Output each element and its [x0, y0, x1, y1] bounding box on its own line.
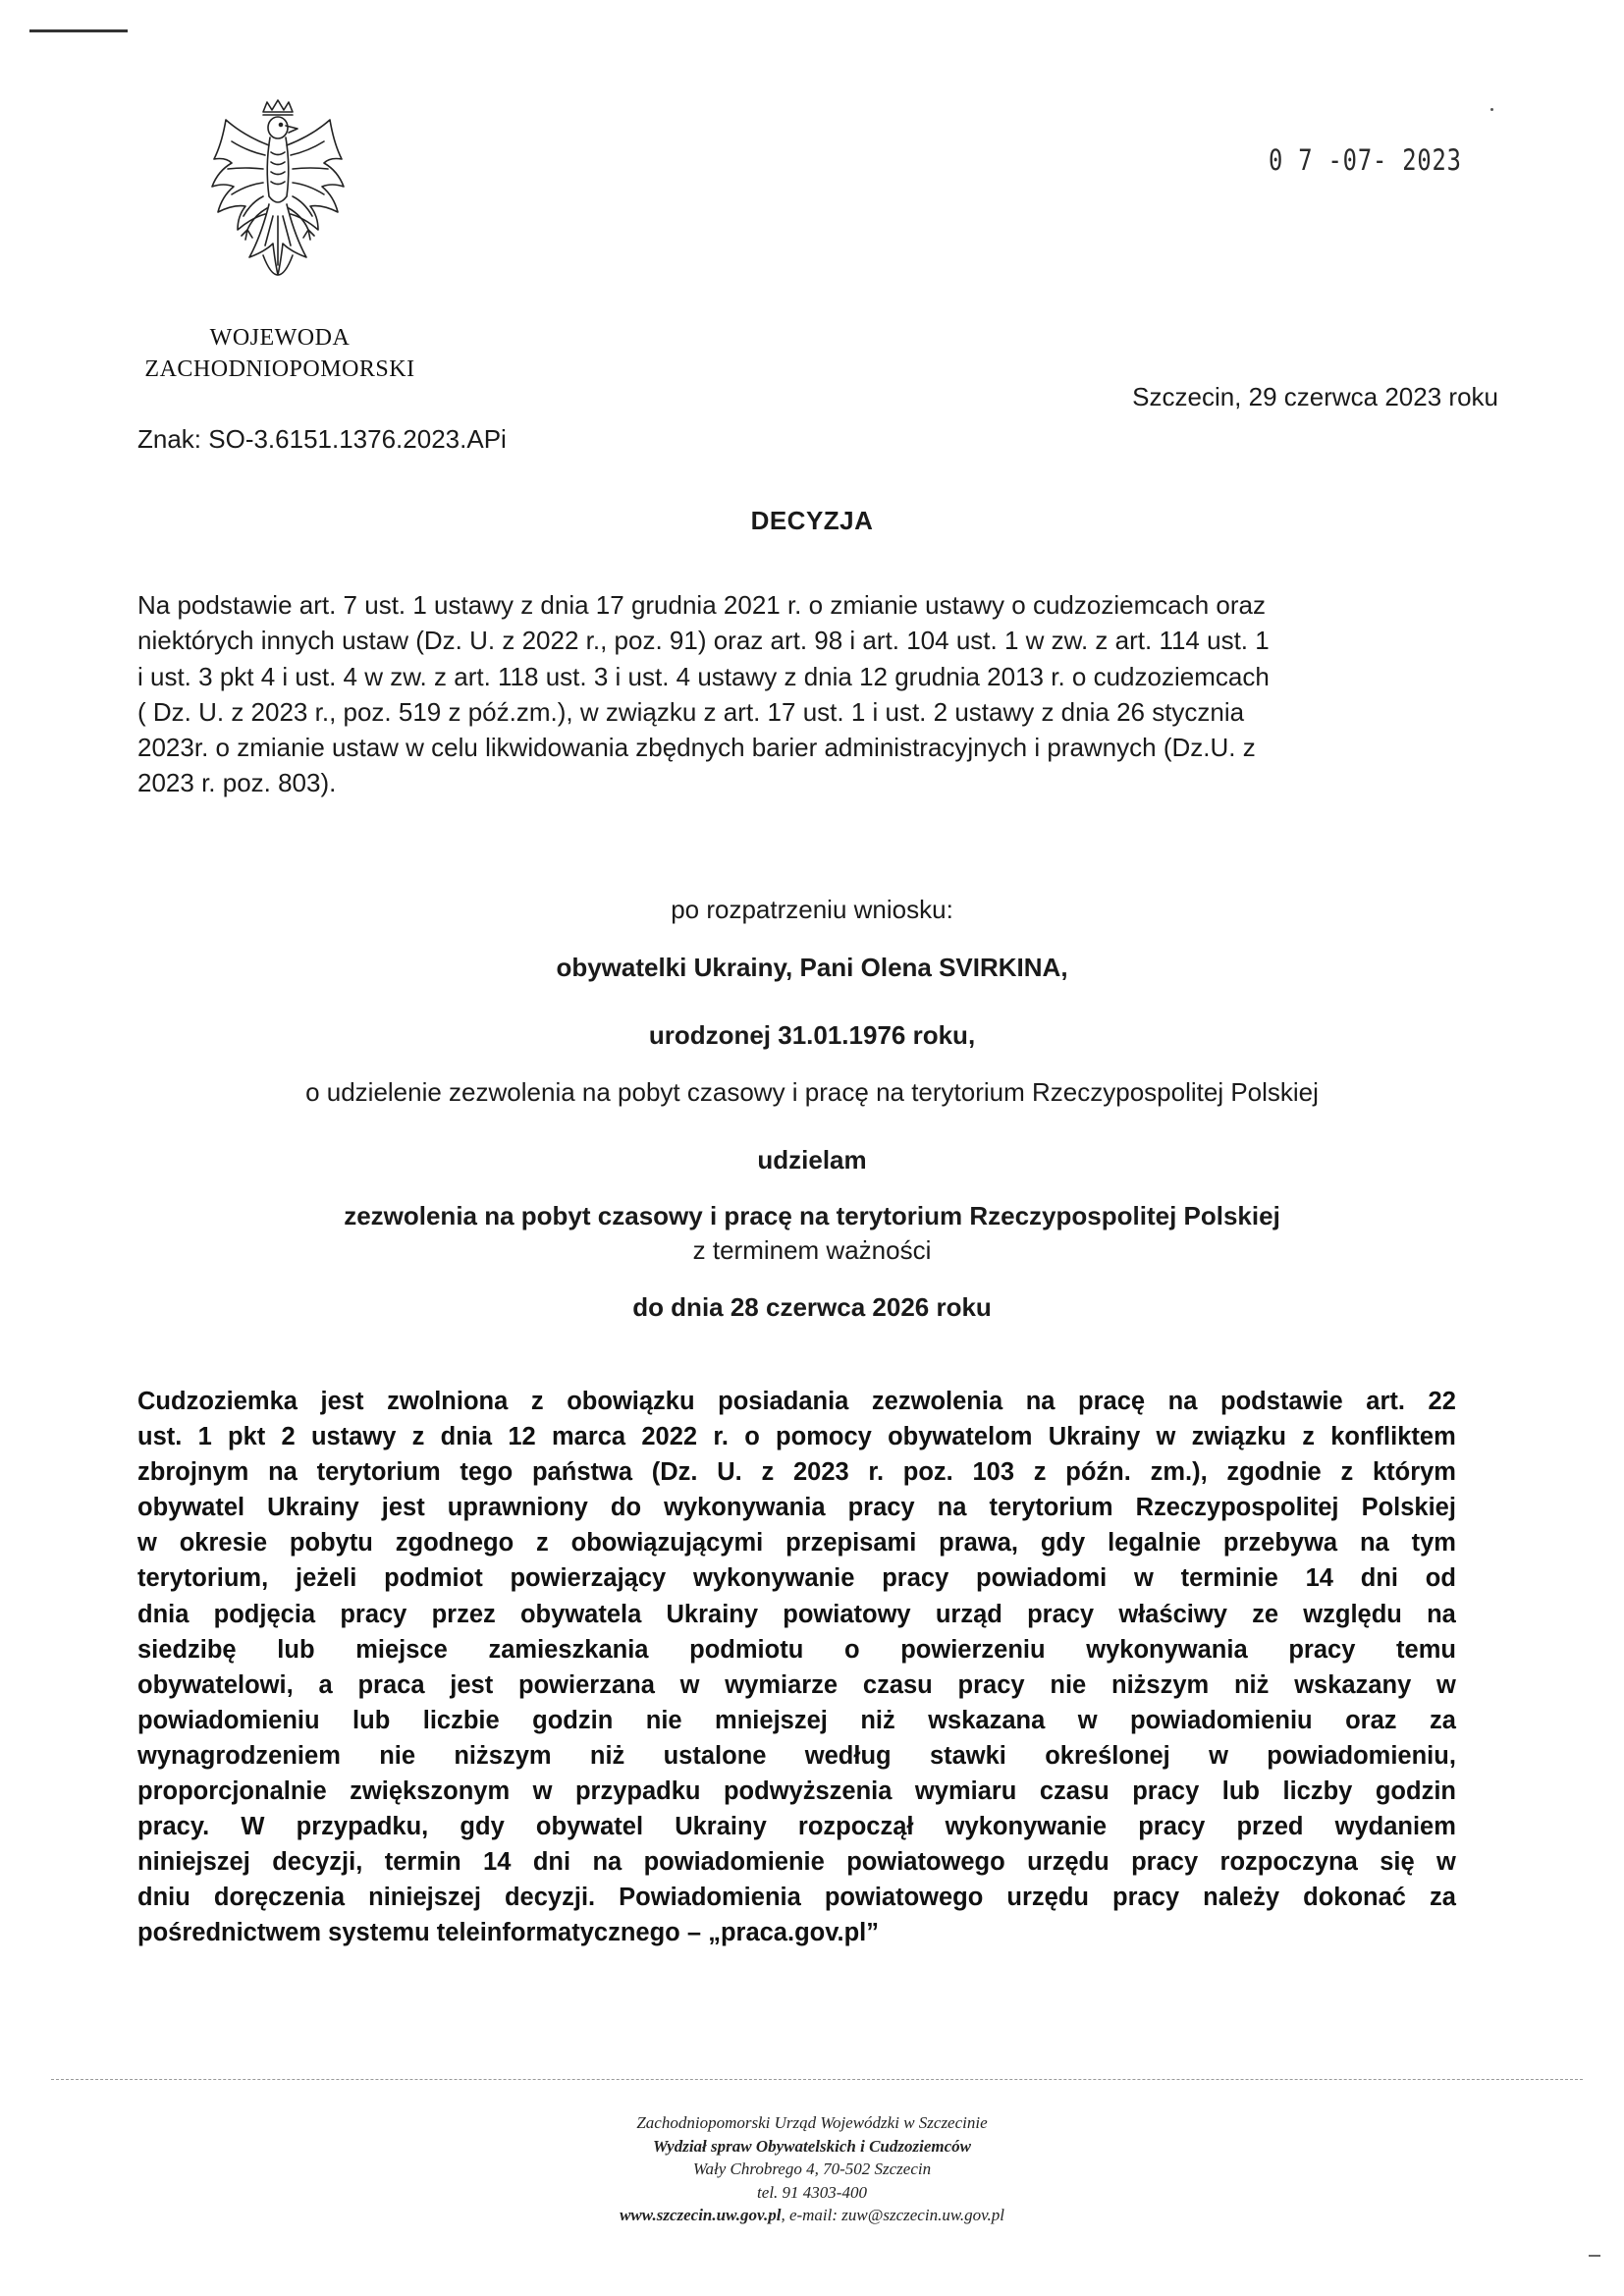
- footer-separator: ,: [781, 2206, 789, 2224]
- exemption-word: niż: [1233, 1670, 1270, 1699]
- exemption-word: a: [318, 1670, 333, 1699]
- exemption-word: praca: [357, 1670, 425, 1699]
- exemption-word: podmiotu: [689, 1635, 804, 1664]
- exemption-word: gdy: [460, 1813, 505, 1841]
- exemption-word: oraz: [1345, 1706, 1397, 1734]
- exemption-word: terminie: [1180, 1564, 1278, 1593]
- exemption-word: podjęcia: [213, 1600, 316, 1628]
- exemption-word: liczby: [1282, 1777, 1353, 1806]
- exemption-word: U.: [717, 1458, 742, 1487]
- exemption-word: późn.: [1065, 1458, 1131, 1487]
- exemption-word: jest: [450, 1670, 494, 1699]
- exemption-word: posiadania: [718, 1388, 849, 1415]
- exemption-line: [137, 1632, 1456, 1667]
- scan-corner-mark: [29, 29, 128, 32]
- exemption-word: z: [530, 1388, 544, 1415]
- footer-address: Wały Chrobrego 4, 70-502 Szczecin: [692, 2159, 932, 2178]
- legal-basis-line: i ust. 3 pkt 4 i ust. 4 w zw. z art. 118 ust. 3 i ust. 4 ustawy z dnia 12 grudnia 2013 r. o cudzoziemcach: [137, 661, 1270, 691]
- exemption-word: godzin: [1375, 1777, 1456, 1806]
- exemption-word: pracy: [1112, 1884, 1180, 1912]
- exemption-word: doręczenia: [213, 1884, 346, 1912]
- exemption-word: art.: [1366, 1388, 1405, 1415]
- exemption-word: (Dz.: [651, 1458, 698, 1487]
- exemption-word: 22: [1428, 1388, 1456, 1415]
- exemption-word: wskazany: [1294, 1670, 1412, 1699]
- exemption-word: powiatowego: [824, 1884, 984, 1912]
- application-subject: o udzielenie zezwolenia na pobyt czasowy i pracę na terytorium Rzeczypospolitej Polskiej: [305, 1077, 1319, 1107]
- exemption-word: na: [268, 1458, 298, 1487]
- exemption-word: na: [937, 1494, 967, 1522]
- reference-number: Znak: SO-3.6151.1376.2023.APi: [137, 424, 507, 454]
- exemption-word: zbrojnym: [137, 1458, 249, 1487]
- exemption-word: o: [744, 1423, 760, 1451]
- exemption-word: z: [1033, 1458, 1047, 1487]
- exemption-word: wskazana: [928, 1706, 1046, 1734]
- work-permit-exemption-paragraph: [137, 1384, 1456, 1951]
- exemption-word: przypadku: [574, 1777, 701, 1806]
- exemption-word: wynagrodzeniem: [137, 1741, 341, 1770]
- exemption-word: „praca.gov.pl”: [708, 1919, 880, 1947]
- footer-office: Zachodniopomorski Urząd Wojewódzki w Szczecinie: [636, 2113, 988, 2132]
- exemption-word: dnia: [137, 1600, 189, 1628]
- polish-eagle-emblem-icon: [204, 98, 352, 300]
- exemption-word: wykonywania: [664, 1494, 826, 1522]
- exemption-word: niższym: [1111, 1670, 1210, 1699]
- exemption-word: uprawniony: [447, 1494, 588, 1522]
- exemption-line: [137, 1525, 1456, 1560]
- exemption-word: zamieszkania: [488, 1635, 649, 1664]
- exemption-word: nie: [1050, 1670, 1087, 1699]
- exemption-word: wykonywanie: [693, 1564, 855, 1593]
- exemption-word: Polskiej: [1361, 1494, 1456, 1522]
- exemption-word: siedzibę: [137, 1635, 237, 1664]
- exemption-word: czasu: [1039, 1777, 1110, 1806]
- exemption-word: 1: [197, 1423, 212, 1451]
- exemption-word: w: [532, 1777, 553, 1806]
- scan-edge-mark: [1589, 2255, 1600, 2257]
- exemption-word: w: [1077, 1706, 1098, 1734]
- exemption-word: wymiarze: [725, 1670, 839, 1699]
- exemption-word: względu: [1303, 1600, 1402, 1628]
- legal-basis-line: 2023 r. poz. 803).: [137, 768, 337, 798]
- legal-basis-line: Na podstawie art. 7 ust. 1 ustawy z dnia 17 grudnia 2021 r. o zmianie ustawy o cudzoziemcach oraz: [137, 590, 1266, 620]
- exemption-word: ustawy: [310, 1423, 397, 1451]
- exemption-word: mniejszej: [715, 1706, 828, 1734]
- exemption-word: 2: [281, 1423, 296, 1451]
- exemption-word: –: [686, 1919, 702, 1947]
- exemption-word: ustalone: [663, 1741, 767, 1770]
- exemption-word: przed: [1236, 1813, 1304, 1841]
- footer-email: e-mail: zuw@szczecin.uw.gov.pl: [788, 2206, 1004, 2224]
- exemption-word: dniu: [137, 1884, 190, 1912]
- legal-basis-line: 2023r. o zmianie ustaw w celu likwidowania zbędnych barier administracyjnych i prawnych (Dz.U. z: [137, 733, 1256, 763]
- exemption-word: lub: [1221, 1777, 1261, 1806]
- exemption-word: pracy: [957, 1670, 1025, 1699]
- exemption-line: [137, 1809, 1456, 1844]
- exemption-word: się: [1380, 1848, 1415, 1877]
- exemption-word: wykonywanie: [945, 1813, 1108, 1841]
- applicant-birth-date: urodzonej 31.01.1976 roku,: [648, 1020, 976, 1050]
- exemption-word: z: [411, 1423, 425, 1451]
- exemption-word: jest: [381, 1494, 425, 1522]
- exemption-word: 2022: [641, 1423, 698, 1451]
- exemption-word: decyzji,: [272, 1848, 363, 1877]
- exemption-word: pracy: [882, 1564, 949, 1593]
- exemption-word: powiadomienie: [643, 1848, 825, 1877]
- legal-basis-paragraph: [137, 587, 1453, 801]
- exemption-word: urząd: [935, 1600, 1002, 1628]
- exemption-word: przebywa: [1222, 1529, 1338, 1558]
- exemption-line: [137, 1419, 1456, 1454]
- exemption-word: nie: [645, 1706, 682, 1734]
- exemption-word: wydaniem: [1334, 1813, 1456, 1841]
- exemption-word: podstawie: [1220, 1388, 1343, 1415]
- exemption-word: Powiadomienia: [619, 1884, 801, 1912]
- exemption-word: niż: [589, 1741, 625, 1770]
- exemption-word: zm.),: [1150, 1458, 1208, 1487]
- exemption-word: pracy.: [137, 1813, 210, 1841]
- exemption-word: obywatel: [137, 1494, 245, 1522]
- exemption-word: powiadomieniu: [137, 1706, 320, 1734]
- validity-date: do dnia 28 czerwca 2026 roku: [632, 1292, 992, 1322]
- exemption-word: przypadku,: [296, 1813, 429, 1841]
- exemption-word: Ukrainy: [666, 1600, 759, 1628]
- exemption-word: powiadomieniu: [1130, 1706, 1313, 1734]
- exemption-word: rozpoczyna: [1219, 1848, 1358, 1877]
- legal-basis-line: ( Dz. U. z 2023 r., poz. 519 z póź.zm.), w związku z art. 17 ust. 1 i ust. 2 ustawy z dnia 26 stycznia: [137, 696, 1245, 727]
- exemption-word: wymiaru: [914, 1777, 1017, 1806]
- exemption-word: teleinformatycznego: [436, 1919, 680, 1947]
- exemption-word: z: [1340, 1458, 1354, 1487]
- exemption-word: pracy: [1288, 1635, 1356, 1664]
- exemption-word: z: [761, 1458, 775, 1487]
- exemption-line: [137, 1703, 1456, 1738]
- exemption-word: na: [592, 1848, 623, 1877]
- exemption-word: na: [1359, 1529, 1389, 1558]
- exemption-word: zgodnie: [1226, 1458, 1322, 1487]
- exemption-word: w: [679, 1670, 700, 1699]
- exemption-word: jest: [320, 1388, 364, 1415]
- exemption-line: [137, 1384, 1456, 1419]
- exemption-word: Ukrainy: [1048, 1423, 1141, 1451]
- exemption-word: powiadomi: [976, 1564, 1108, 1593]
- exemption-word: powiatowy: [783, 1600, 911, 1628]
- exemption-word: na: [1025, 1388, 1056, 1415]
- exemption-word: w: [1436, 1848, 1456, 1877]
- exemption-word: zezwolenia: [871, 1388, 1003, 1415]
- exemption-word: z: [536, 1529, 549, 1558]
- exemption-word: liczbie: [422, 1706, 500, 1734]
- exemption-word: pracy: [1132, 1777, 1200, 1806]
- exemption-word: wykonywania: [1086, 1635, 1248, 1664]
- exemption-word: marca: [551, 1423, 626, 1451]
- exemption-word: dni: [532, 1848, 571, 1877]
- exemption-word: w: [1209, 1741, 1228, 1770]
- exemption-word: terytorium: [989, 1494, 1113, 1522]
- exemption-word: 2023: [792, 1458, 849, 1487]
- scan-dot-mark: [1490, 108, 1493, 111]
- permit-granted: zezwolenia na pobyt czasowy i pracę na terytorium Rzeczypospolitej Polskiej: [344, 1201, 1280, 1230]
- issuer-block: [108, 322, 452, 385]
- exemption-word: na: [1167, 1388, 1198, 1415]
- exemption-word: r.: [713, 1423, 729, 1451]
- exemption-word: r.: [868, 1458, 885, 1487]
- exemption-word: stawki: [929, 1741, 1006, 1770]
- exemption-word: niż: [860, 1706, 895, 1734]
- exemption-line: [137, 1560, 1456, 1596]
- exemption-word: urzędu: [1027, 1848, 1110, 1877]
- exemption-word: powiadomieniu,: [1267, 1741, 1456, 1770]
- exemption-word: proporcjonalnie: [137, 1777, 327, 1806]
- exemption-line: [137, 1454, 1456, 1490]
- exemption-word: od: [1425, 1564, 1456, 1593]
- application-intro: po rozpatrzeniu wniosku:: [671, 895, 953, 924]
- exemption-word: 14: [1305, 1564, 1333, 1593]
- exemption-line: [137, 1844, 1456, 1880]
- exemption-word: nie: [379, 1741, 416, 1770]
- exemption-line: [137, 1738, 1456, 1774]
- exemption-word: zwolniona: [387, 1388, 509, 1415]
- exemption-word: przepisami: [785, 1529, 917, 1558]
- exemption-word: niższym: [454, 1741, 552, 1770]
- exemption-word: rozpoczął: [797, 1813, 914, 1841]
- exemption-word: tego: [460, 1458, 514, 1487]
- exemption-line: [137, 1667, 1456, 1703]
- exemption-word: pracy: [1138, 1813, 1206, 1841]
- exemption-word: lub: [277, 1635, 315, 1664]
- exemption-word: prawa,: [939, 1529, 1018, 1558]
- exemption-word: dnia: [440, 1423, 493, 1451]
- footer-website-link[interactable]: www.szczecin.uw.gov.pl: [620, 2206, 782, 2224]
- exemption-word: miejsce: [355, 1635, 448, 1664]
- exemption-word: pracę: [1078, 1388, 1146, 1415]
- exemption-word: decyzji.: [504, 1884, 596, 1912]
- exemption-word: podwyższenia: [723, 1777, 893, 1806]
- decision-verb: udzielam: [757, 1145, 867, 1175]
- exemption-word: systemu: [328, 1919, 430, 1947]
- exemption-line: [137, 1915, 1456, 1950]
- exemption-word: właściwy: [1118, 1600, 1227, 1628]
- exemption-word: czasu: [862, 1670, 933, 1699]
- exemption-word: obywatelowi,: [137, 1670, 294, 1699]
- exemption-word: legalnie: [1108, 1529, 1202, 1558]
- exemption-word: według: [804, 1741, 892, 1770]
- exemption-word: w: [1133, 1564, 1154, 1593]
- exemption-word: pkt: [228, 1423, 266, 1451]
- exemption-word: poz.: [902, 1458, 953, 1487]
- exemption-word: przez: [431, 1600, 496, 1628]
- exemption-word: obywatel: [535, 1813, 644, 1841]
- exemption-word: lub: [352, 1706, 391, 1734]
- exemption-word: termin: [384, 1848, 461, 1877]
- exemption-word: za: [1429, 1706, 1456, 1734]
- exemption-word: określonej: [1045, 1741, 1170, 1770]
- exemption-word: zgodnego: [395, 1529, 514, 1558]
- exemption-word: z: [1302, 1423, 1315, 1451]
- exemption-word: W: [241, 1813, 265, 1841]
- exemption-word: pobytu: [289, 1529, 373, 1558]
- exemption-word: Ukrainy: [675, 1813, 767, 1841]
- place-and-date: Szczecin, 29 czerwca 2023 roku: [1132, 382, 1498, 411]
- exemption-word: pomocy: [776, 1423, 872, 1451]
- footer-phone: tel. 91 4303-400: [757, 2182, 867, 2202]
- issuer-region: ZACHODNIOPOMORSKI: [144, 356, 415, 382]
- exemption-word: o: [843, 1635, 860, 1664]
- exemption-word: dokonać: [1303, 1884, 1406, 1912]
- exemption-word: powiatowego: [846, 1848, 1005, 1877]
- exemption-word: obowiązującymi: [570, 1529, 764, 1558]
- exemption-word: gdy: [1040, 1529, 1086, 1558]
- footer-contact: [0, 2204, 1624, 2227]
- exemption-word: terytorium,: [137, 1564, 269, 1593]
- exemption-word: ust.: [137, 1423, 183, 1451]
- exemption-word: niniejszej: [368, 1884, 481, 1912]
- exemption-word: zwiększonym: [350, 1777, 511, 1806]
- exemption-word: godzin: [532, 1706, 614, 1734]
- exemption-word: pracy: [1131, 1848, 1199, 1877]
- exemption-word: do: [610, 1494, 642, 1522]
- exemption-line: [137, 1774, 1456, 1809]
- exemption-word: jeżeli: [295, 1564, 357, 1593]
- exemption-word: 12: [508, 1423, 536, 1451]
- exemption-word: związku: [1191, 1423, 1286, 1451]
- exemption-line: [137, 1597, 1456, 1632]
- exemption-word: w: [1156, 1423, 1176, 1451]
- exemption-word: niniejszej: [137, 1848, 250, 1877]
- exemption-word: obywatela: [519, 1600, 642, 1628]
- exemption-word: dni: [1360, 1564, 1398, 1593]
- exemption-word: urzędu: [1006, 1884, 1089, 1912]
- office-footer: [0, 2111, 1624, 2227]
- exemption-word: należy: [1203, 1884, 1280, 1912]
- exemption-word: pracy: [847, 1494, 915, 1522]
- exemption-word: pośrednictwem: [137, 1919, 322, 1947]
- exemption-word: 14: [483, 1848, 512, 1877]
- exemption-word: pracy: [1027, 1600, 1095, 1628]
- exemption-line: [137, 1490, 1456, 1525]
- exemption-word: tym: [1411, 1529, 1456, 1558]
- exemption-word: Cudzoziemka: [137, 1388, 298, 1415]
- exemption-word: ze: [1252, 1600, 1279, 1628]
- footer-divider: [51, 2079, 1583, 2080]
- exemption-word: którym: [1372, 1458, 1456, 1487]
- exemption-word: pracy: [340, 1600, 407, 1628]
- exemption-word: 103: [972, 1458, 1015, 1487]
- exemption-word: obowiązku: [567, 1388, 695, 1415]
- exemption-word: w: [137, 1529, 157, 1558]
- exemption-word: powierzeniu: [900, 1635, 1046, 1664]
- exemption-word: na: [1427, 1600, 1456, 1628]
- exemption-word: okresie: [179, 1529, 268, 1558]
- exemption-word: obywatelom: [888, 1423, 1033, 1451]
- exemption-word: podmiot: [384, 1564, 483, 1593]
- exemption-word: powierzający: [510, 1564, 667, 1593]
- exemption-word: terytorium: [316, 1458, 441, 1487]
- issuer-title: WOJEWODA: [209, 325, 351, 351]
- exemption-line: [137, 1880, 1456, 1915]
- exemption-word: państwa: [531, 1458, 633, 1487]
- validity-label: z terminem ważności: [692, 1235, 932, 1265]
- document-heading: DECYZJA: [750, 506, 874, 535]
- legal-basis-line: niektórych innych ustaw (Dz. U. z 2022 r., poz. 91) oraz art. 98 i art. 104 ust. 1 w zw. z art. 114 ust. 1: [137, 626, 1270, 656]
- exemption-word: w: [1436, 1670, 1456, 1699]
- exemption-word: powierzana: [518, 1670, 655, 1699]
- exemption-word: za: [1430, 1884, 1456, 1912]
- received-date-stamp: 0 7 -07- 2023: [1269, 143, 1462, 177]
- exemption-word: konfliktem: [1330, 1423, 1456, 1451]
- exemption-word: temu: [1396, 1635, 1456, 1664]
- exemption-word: Rzeczypospolitej: [1135, 1494, 1339, 1522]
- footer-department: Wydział spraw Obywatelskich i Cudzoziemców: [653, 2136, 971, 2156]
- applicant-name: obywatelki Ukrainy, Pani Olena SVIRKINA,: [556, 953, 1068, 982]
- exemption-word: Ukrainy: [267, 1494, 359, 1522]
